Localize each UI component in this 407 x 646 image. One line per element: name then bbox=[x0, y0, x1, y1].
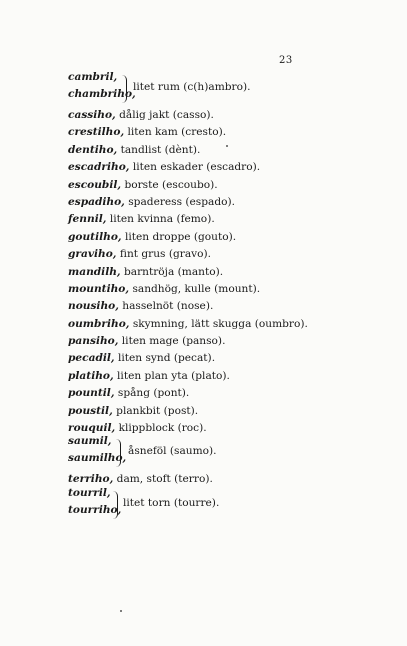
entry-definition: dam, stoft (terro). bbox=[116, 473, 213, 486]
entry-term: rouquil, bbox=[68, 422, 116, 435]
entry bbox=[68, 211, 388, 228]
entry-term: mandilh, bbox=[68, 265, 121, 278]
entry bbox=[68, 194, 388, 211]
entry bbox=[68, 107, 388, 124]
entry-definition: liten plan yta (plato). bbox=[117, 369, 230, 382]
brace bbox=[113, 491, 118, 519]
entry bbox=[68, 316, 388, 333]
entry-definition: spaderess (espado). bbox=[128, 195, 236, 208]
entry bbox=[68, 298, 388, 315]
entry-definition: liten synd (pecat). bbox=[117, 352, 216, 365]
entry-term: fennil, bbox=[68, 213, 107, 226]
entry bbox=[68, 124, 388, 141]
entry-term: mountiho, bbox=[68, 282, 130, 295]
entry-term: escadriho, bbox=[68, 161, 130, 174]
entry-definition: borste (escoubo). bbox=[124, 178, 218, 191]
entry-list bbox=[68, 73, 388, 523]
entry bbox=[68, 142, 388, 159]
entry bbox=[68, 350, 388, 367]
entry bbox=[68, 420, 388, 437]
entry-term: poustil, bbox=[68, 404, 113, 417]
entry-term: escoubil, bbox=[68, 178, 122, 191]
entry-term: chambriho, bbox=[68, 88, 136, 100]
entry bbox=[68, 333, 388, 350]
entry bbox=[68, 368, 388, 385]
entry bbox=[68, 385, 388, 402]
entry-definition: spång (pont). bbox=[117, 387, 190, 400]
entry-term: oumbriho, bbox=[68, 317, 130, 330]
entry-term: cassiho, bbox=[68, 109, 116, 121]
entry-definition: tandlist (dènt). bbox=[120, 143, 201, 156]
entry-group-tourril bbox=[68, 486, 388, 523]
brace bbox=[122, 75, 127, 103]
entry-term: terriho, bbox=[68, 473, 114, 486]
entry-definition: liten mage (panso). bbox=[121, 335, 226, 348]
entry-term: pecadil, bbox=[68, 352, 115, 365]
entry-definition: dålig jakt (casso). bbox=[119, 109, 214, 121]
entry bbox=[68, 159, 388, 176]
entry bbox=[68, 246, 388, 263]
entry-term: pountil, bbox=[68, 387, 115, 400]
entry-term: platiho, bbox=[68, 369, 114, 382]
entry bbox=[68, 264, 388, 281]
entry-definition: barntröja (manto). bbox=[124, 265, 224, 278]
entry-term: tourriho, bbox=[68, 503, 122, 516]
entry-group-cambril bbox=[68, 73, 388, 107]
entry-definition: skymning, lätt skugga (oumbro). bbox=[132, 317, 308, 330]
entry-term: espadiho, bbox=[68, 195, 125, 208]
scan-speck bbox=[226, 145, 228, 147]
entry-term: saumil, bbox=[68, 435, 112, 448]
entry-definition: liten kam (cresto). bbox=[127, 126, 227, 139]
entry bbox=[68, 229, 388, 246]
entry bbox=[68, 281, 388, 298]
entry-definition: plankbit (post). bbox=[116, 404, 199, 417]
entry bbox=[68, 403, 388, 420]
entry-definition: liten droppe (gouto). bbox=[124, 230, 237, 243]
page-number: 23 bbox=[279, 55, 293, 66]
entry-term: nousiho, bbox=[68, 300, 119, 313]
entry-term: dentiho, bbox=[68, 143, 118, 156]
entry-term: graviho, bbox=[68, 248, 117, 261]
entry-term: cambril, bbox=[68, 71, 118, 83]
entry-term: saumilho, bbox=[68, 452, 127, 465]
entry-group-saumil bbox=[68, 437, 388, 471]
entry-definition: fint grus (gravo). bbox=[119, 248, 212, 261]
entry-definition: litet rum (c(h)ambro). bbox=[133, 81, 251, 93]
entry-definition: litet torn (tourre). bbox=[123, 496, 220, 509]
entry-term: crestilho, bbox=[68, 126, 125, 139]
brace bbox=[116, 439, 121, 467]
entry bbox=[68, 177, 388, 194]
entry-definition: liten eskader (escadro). bbox=[132, 161, 261, 174]
entry-term: goutilho, bbox=[68, 230, 122, 243]
entry bbox=[68, 471, 388, 488]
entry-definition: sandhög, kulle (mount). bbox=[132, 282, 261, 295]
entry-definition: klippblock (roc). bbox=[118, 422, 207, 435]
entry-definition: hasselnöt (nose). bbox=[122, 300, 214, 313]
entry-definition: liten kvinna (femo). bbox=[109, 213, 215, 226]
entry-term: tourril, bbox=[68, 486, 111, 499]
entry-term: pansiho, bbox=[68, 335, 119, 348]
scan-speck bbox=[120, 610, 122, 612]
entry-definition: åsneföl (saumo). bbox=[128, 445, 217, 458]
